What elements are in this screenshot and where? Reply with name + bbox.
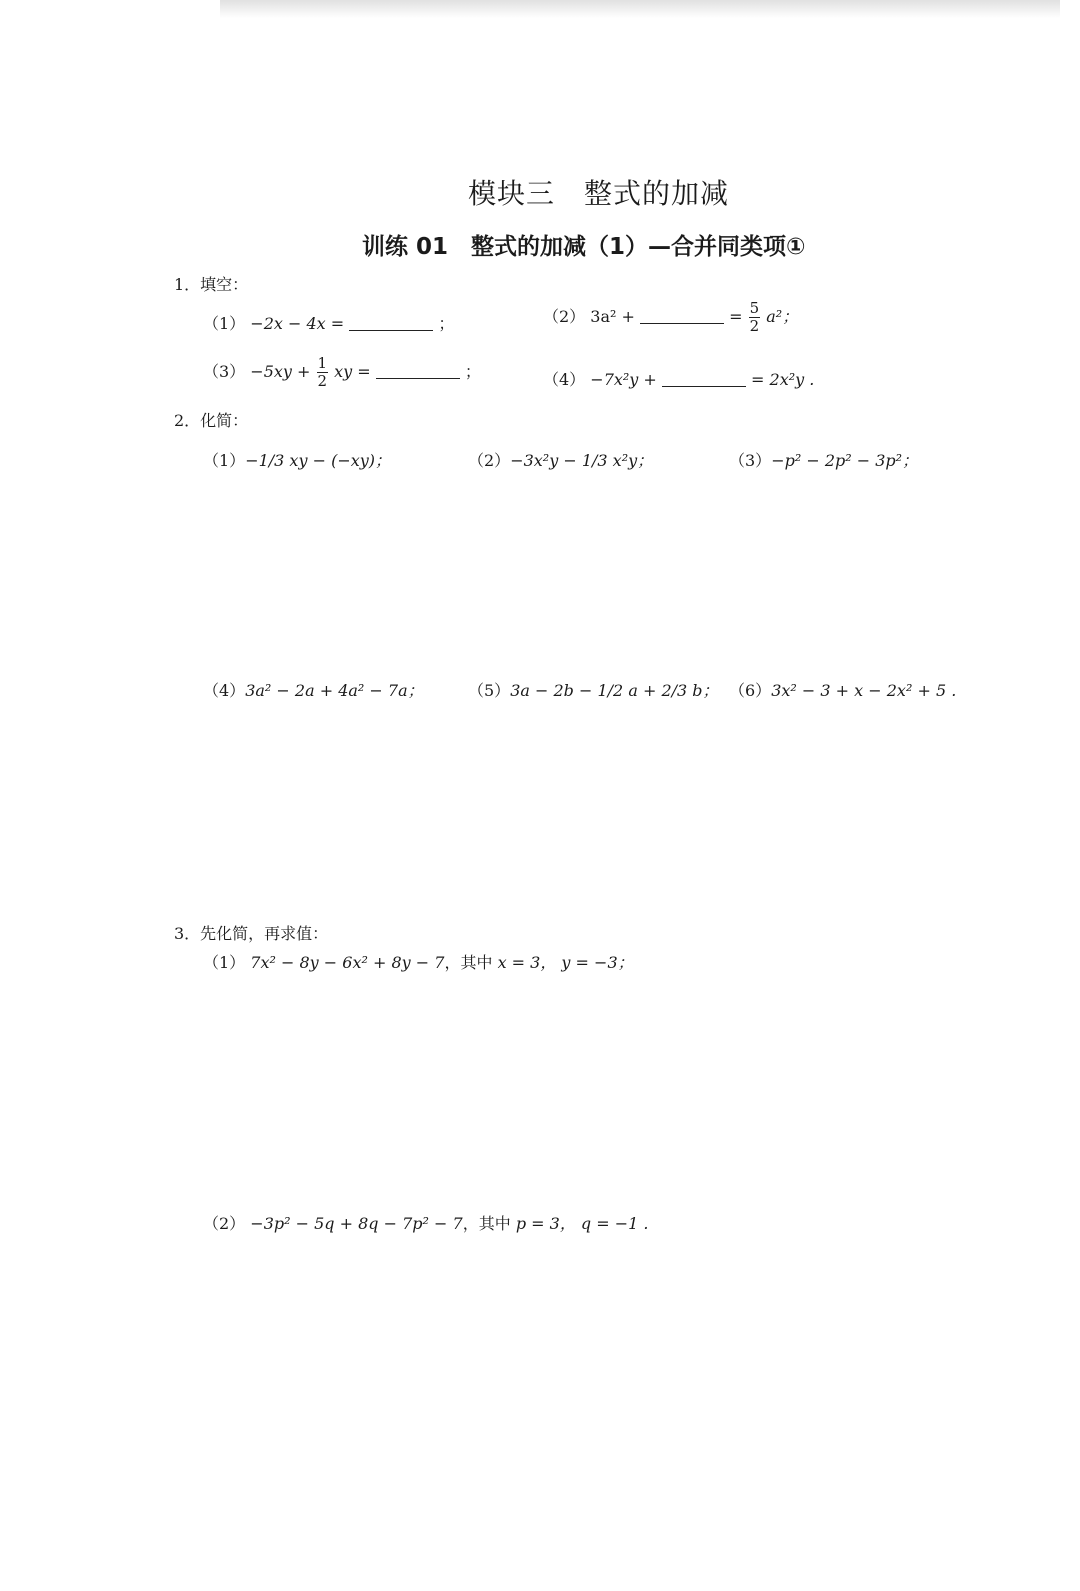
page-title: 模块三 整式的加减 xyxy=(468,177,730,210)
q3-item-1 xyxy=(203,950,634,973)
q2-3-expr: −p² − 2p² − 3p²； xyxy=(771,451,919,470)
q3-1-cond-label: ，其中 xyxy=(444,953,493,972)
q3-item-2 xyxy=(203,1211,648,1234)
frac-numerator: 1 xyxy=(317,354,328,372)
frac-numerator: 5 xyxy=(749,299,760,317)
q1-1-blank[interactable] xyxy=(349,316,433,331)
q1-1-label: （1） xyxy=(203,314,246,333)
q3-2-expr: −3p² − 5q + 8q − 7p² − 7 xyxy=(250,1214,463,1233)
q1-3-fraction xyxy=(317,355,329,390)
q3-2-condition: p = 3， q = −1 . xyxy=(515,1214,649,1233)
q2-2-expr: −3x²y − 1/3 x²y； xyxy=(510,451,654,470)
q2-item-3 xyxy=(729,448,918,471)
q3-2-cond-label: ，其中 xyxy=(462,1214,511,1233)
q1-4-expr: −7x²y + xyxy=(590,370,657,389)
q2-1-expr: −1/3 xy − (−xy)； xyxy=(245,451,392,470)
q1-2-eq: = xyxy=(729,307,743,326)
q1-heading: 1．填空： xyxy=(174,275,249,294)
q2-3-label: （3） xyxy=(729,451,772,470)
q1-2-end: a²； xyxy=(766,307,799,326)
frac-denominator: 2 xyxy=(749,317,760,335)
q1-2-blank[interactable] xyxy=(640,309,724,324)
q3-heading: 3．先化简，再求值： xyxy=(174,924,329,943)
q1-2-fraction xyxy=(749,300,761,335)
q1-1-end: ； xyxy=(438,314,455,333)
q2-1-label: （1） xyxy=(203,451,246,470)
scan-shadow xyxy=(220,0,1060,18)
q3-1-condition: x = 3， y = −3； xyxy=(497,953,634,972)
q1-item-1 xyxy=(203,311,454,334)
q3-1-expr: 7x² − 8y − 6x² + 8y − 7 xyxy=(250,953,445,972)
q2-item-4 xyxy=(203,678,424,701)
q1-4-label: （4） xyxy=(543,370,586,389)
exercise-subtitle: 训练 01 整式的加减（1）—合并同类项① xyxy=(362,234,806,260)
q1-3-expr-end: xy = xyxy=(334,362,371,381)
q2-5-expr: 3a − 2b − 1/2 a + 2/3 b； xyxy=(510,681,719,700)
q2-6-label: （6） xyxy=(729,681,772,700)
q1-3-expr: −5xy + xyxy=(250,362,311,381)
q3-1-label: （1） xyxy=(203,953,246,972)
q1-4-blank[interactable] xyxy=(662,372,746,387)
q2-item-5 xyxy=(468,678,719,701)
q2-item-6 xyxy=(729,678,956,701)
q2-2-label: （2） xyxy=(468,451,511,470)
q1-item-2 xyxy=(543,300,798,335)
q1-1-expr: −2x − 4x = xyxy=(250,314,345,333)
q2-item-2 xyxy=(468,448,653,471)
q1-3-label: （3） xyxy=(203,362,246,381)
q1-2-label: （2） xyxy=(543,307,586,326)
q1-4-end: = 2x²y . xyxy=(751,370,815,389)
q2-4-label: （4） xyxy=(203,681,246,700)
q2-6-expr: 3x² − 3 + x − 2x² + 5 . xyxy=(771,681,957,700)
q1-2-expr: 3a² + xyxy=(590,307,635,326)
q2-heading: 2．化简： xyxy=(174,411,249,430)
q2-item-1 xyxy=(203,448,391,471)
q3-2-label: （2） xyxy=(203,1214,246,1233)
q1-3-blank[interactable] xyxy=(376,364,460,379)
frac-denominator: 2 xyxy=(317,372,328,390)
q2-4-expr: 3a² − 2a + 4a² − 7a； xyxy=(245,681,424,700)
q2-5-label: （5） xyxy=(468,681,511,700)
q1-3-end: ； xyxy=(464,362,481,381)
q1-item-3 xyxy=(203,355,481,390)
q1-item-4 xyxy=(543,367,814,390)
